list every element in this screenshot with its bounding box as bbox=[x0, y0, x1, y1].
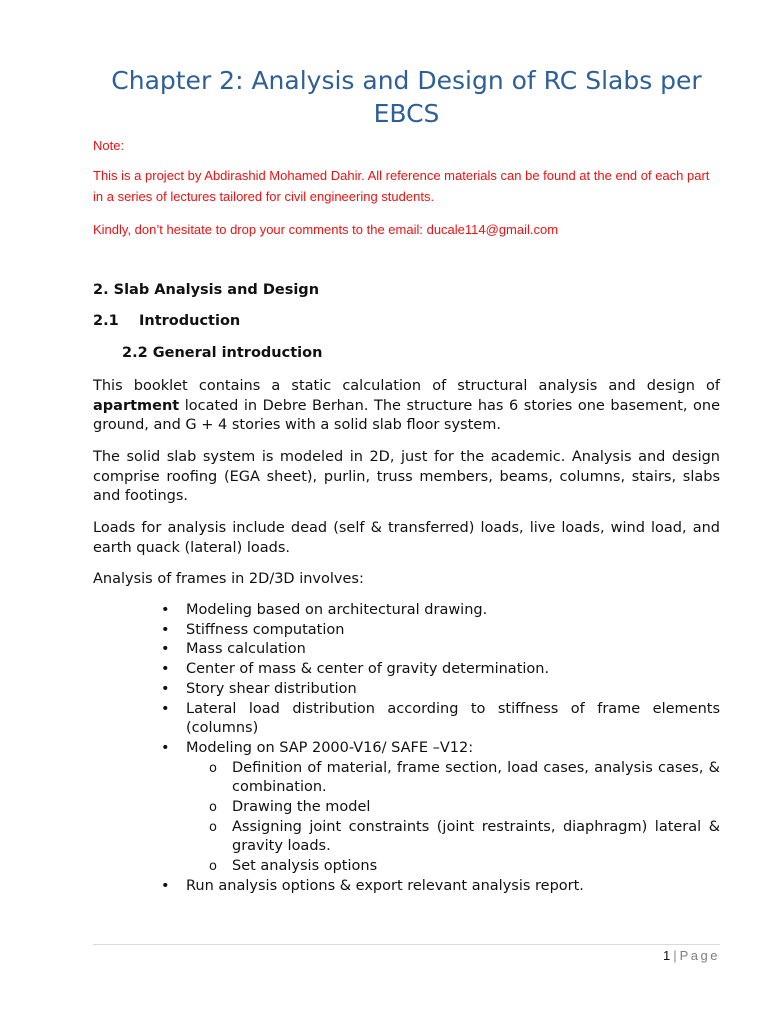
page-footer bbox=[663, 948, 720, 963]
list-item-text: Story shear distribution bbox=[186, 680, 357, 697]
paragraph-booklet-start: This booklet contains a static calculation of structural analysis and design of bbox=[93, 378, 720, 394]
heading-number: 2.1 bbox=[93, 313, 119, 329]
sub-list-item-text: Assigning joint constraints (joint restraints, diaphragm) lateral & gravity loads. bbox=[232, 818, 720, 855]
section-heading-introduction bbox=[93, 313, 240, 329]
sub-bullet-glyph: o bbox=[209, 859, 217, 875]
list-item-text: Lateral load distribution according to stiffness of frame elements (columns) bbox=[186, 700, 720, 737]
bullet-glyph: • bbox=[161, 621, 170, 638]
list-item bbox=[93, 640, 720, 660]
sub-list-item-text: Set analysis options bbox=[232, 858, 378, 875]
list-item-text: Center of mass & center of gravity determination. bbox=[186, 661, 550, 678]
note-text: This is a project by Abdirashid Mohamed Dahir. All reference materials can be found at the end of each part in a series of lectures tailored for civil engineering students. bbox=[93, 168, 710, 204]
footer-separator: | bbox=[673, 948, 677, 963]
paragraph-loads: Loads for analysis include dead (self & transferred) loads, live loads, wind load, and earth quack (lateral) loads. bbox=[93, 520, 720, 556]
page-number: 1 bbox=[663, 948, 671, 963]
footer-divider bbox=[93, 944, 720, 945]
sub-bullet-glyph: o bbox=[209, 819, 217, 835]
bullet-glyph: • bbox=[161, 602, 170, 618]
list-item-text: Stiffness computation bbox=[186, 621, 345, 638]
bullet-glyph: • bbox=[161, 661, 170, 678]
paragraph-solid-slab: The solid slab system is modeled in 2D, just for the academic. Analysis and design comprise roofing (EGA sheet), purlin, truss members, beams, columns, stairs, slabs and footings. bbox=[93, 449, 720, 504]
paragraph-booklet bbox=[93, 377, 720, 436]
list-item bbox=[93, 877, 720, 897]
bullet-glyph: • bbox=[161, 700, 170, 717]
sub-list-item bbox=[186, 798, 720, 818]
sub-bullet-glyph: o bbox=[209, 800, 217, 816]
paragraph-booklet-end: located in Debre Berhan. The structure has 6 stories one basement, one ground, and G + 4 stories with a solid slab floor system. bbox=[93, 397, 721, 433]
list-item bbox=[93, 680, 720, 700]
list-item bbox=[93, 601, 720, 621]
section-heading-general: 2.2 General introduction bbox=[122, 345, 323, 361]
section-heading-slab: 2. Slab Analysis and Design bbox=[93, 282, 320, 298]
sub-list-item bbox=[186, 759, 720, 798]
list-item bbox=[93, 621, 720, 641]
list-item-text: Run analysis options & export relevant analysis report. bbox=[186, 877, 584, 894]
bullet-glyph: • bbox=[161, 680, 170, 697]
analysis-steps-list bbox=[93, 601, 720, 897]
bullet-glyph: • bbox=[161, 739, 170, 756]
comment-text: Kindly, don’t hesitate to drop your comments to the email: ducale114@gmail.com bbox=[93, 222, 559, 237]
sub-list-item bbox=[186, 857, 720, 877]
document-page bbox=[93, 0, 720, 1024]
list-item-text: Mass calculation bbox=[186, 641, 306, 658]
page-label: Page bbox=[679, 948, 720, 963]
list-item bbox=[93, 700, 720, 739]
list-item-text: Modeling on SAP 2000-V16/ SAFE –V12: bbox=[186, 739, 474, 756]
sub-list-item-text: Drawing the model bbox=[232, 799, 371, 816]
heading-text: Introduction bbox=[139, 313, 241, 329]
bullet-glyph: • bbox=[161, 877, 170, 894]
list-item bbox=[93, 739, 720, 877]
note-label: Note: bbox=[93, 138, 125, 153]
chapter-title: Chapter 2: Analysis and Design of RC Slabs per EBCS bbox=[111, 66, 702, 128]
bullet-glyph: • bbox=[161, 641, 170, 658]
sub-bullet-glyph: o bbox=[209, 760, 217, 776]
sub-list-item bbox=[186, 818, 720, 857]
sub-list-item-text: Definition of material, frame section, load cases, analysis cases, & combination. bbox=[232, 759, 720, 796]
paragraph-booklet-bold: apartment bbox=[93, 397, 180, 414]
sap-steps-sublist bbox=[186, 759, 720, 877]
list-item bbox=[93, 660, 720, 680]
list-item-text: Modeling based on architectural drawing. bbox=[186, 602, 488, 618]
paragraph-frames: Analysis of frames in 2D/3D involves: bbox=[93, 571, 364, 587]
